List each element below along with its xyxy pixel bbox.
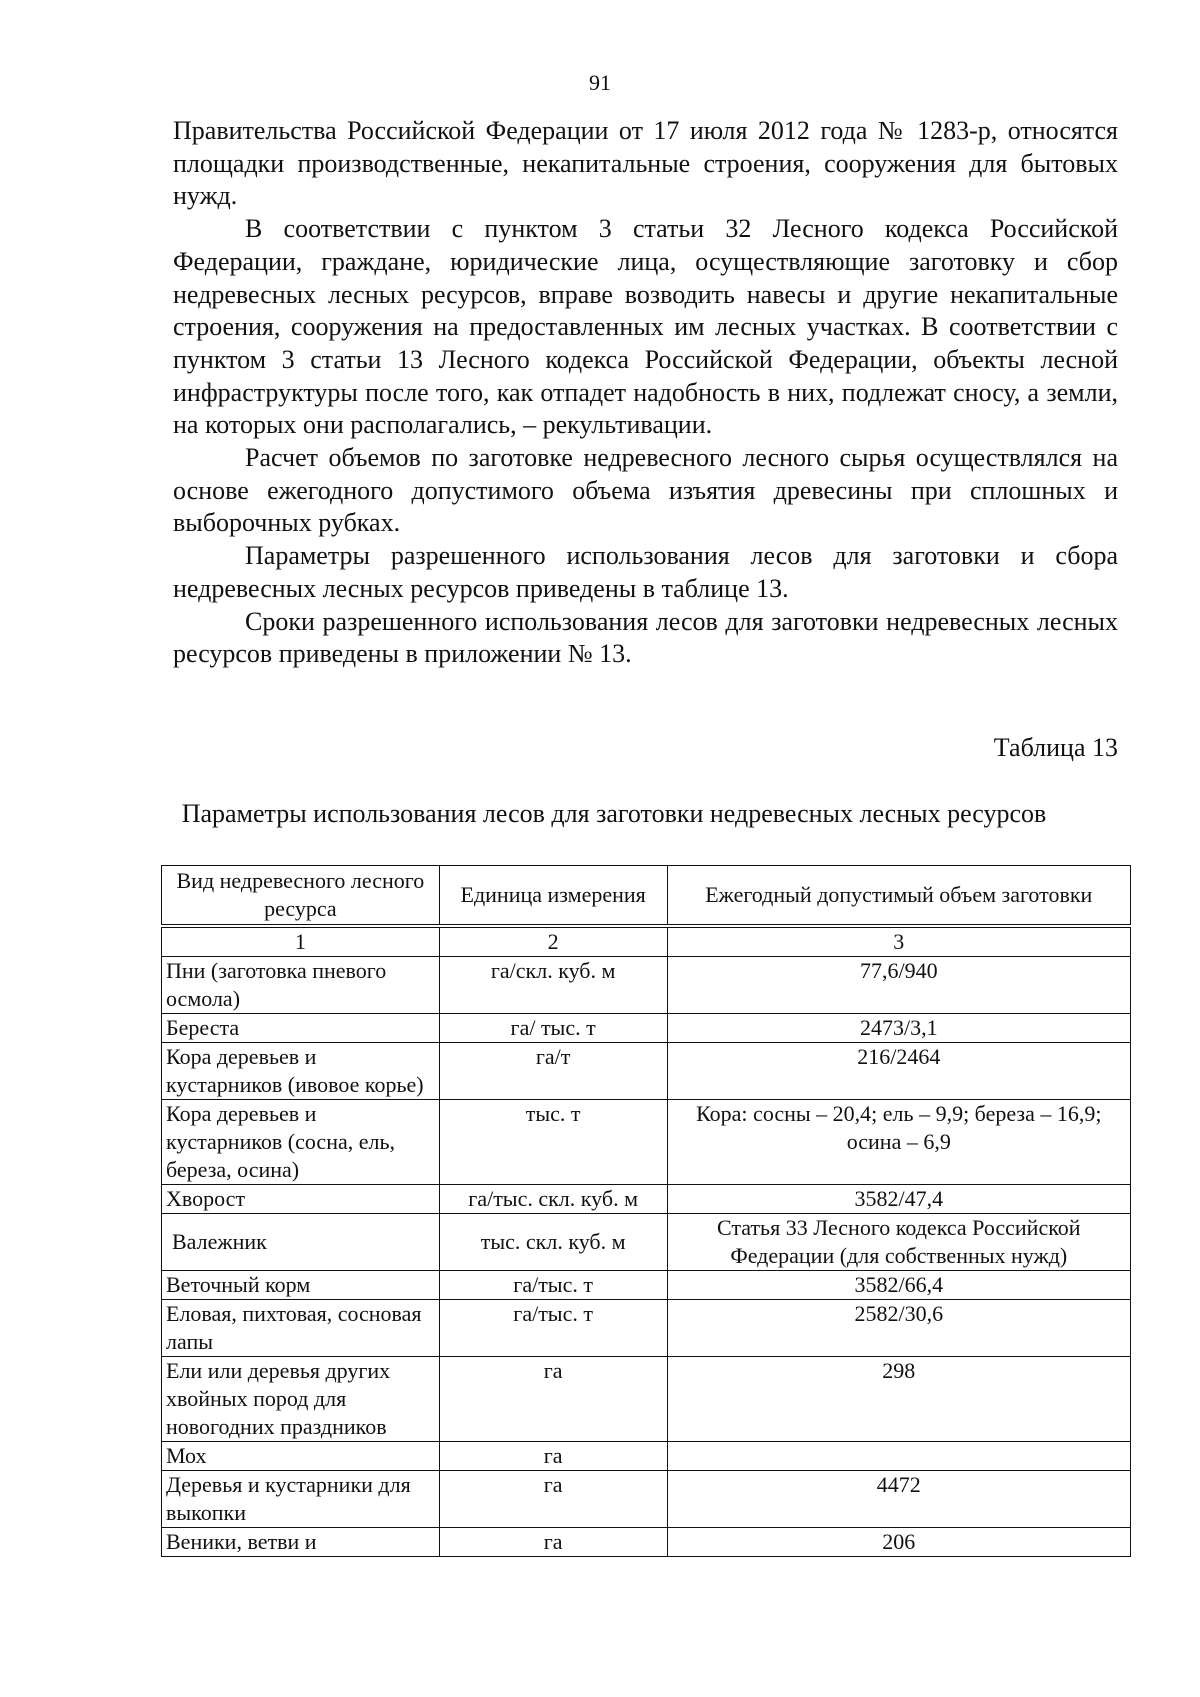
table-row — [162, 1214, 1131, 1271]
cell-volume: 3582/47,4 — [667, 1185, 1130, 1214]
cell-unit: га/скл. куб. м — [439, 957, 667, 1014]
table-row — [162, 1014, 1131, 1043]
cell-volume: 298 — [667, 1357, 1130, 1442]
column-number-row — [162, 926, 1131, 957]
paragraph: Расчет объемов по заготовке недревесного лесного сырья осуществлялся на основе ежегодного допустимого объема изъятия древесины при сплошных и выборочных рубках. — [173, 443, 1118, 538]
table-row — [162, 1100, 1131, 1185]
cell-unit: га/тыс. т — [439, 1271, 667, 1300]
cell-unit: га — [439, 1471, 667, 1528]
cell-resource: Мох — [162, 1442, 440, 1471]
cell-resource: Еловая, пихтовая, сосновая лапы — [162, 1300, 440, 1357]
cell-unit: га/т — [439, 1043, 667, 1100]
cell-resource: Кора деревьев и кустарников (ивовое корье) — [162, 1043, 440, 1100]
table-row — [162, 1271, 1131, 1300]
body-text — [173, 115, 1118, 671]
cell-unit: га/тыс. т — [439, 1300, 667, 1357]
table-row — [162, 1357, 1131, 1442]
cell-volume: Статья 33 Лесного кодекса Российской Федерации (для собственных нужд) — [667, 1214, 1130, 1271]
cell-unit: га — [439, 1528, 667, 1557]
cell-resource: Ели или деревья других хвойных пород для новогодних праздников — [162, 1357, 440, 1442]
table-row — [162, 1300, 1131, 1357]
cell-volume: Кора: сосны – 20,4; ель – 9,9; береза – 16,9; осина – 6,9 — [667, 1100, 1130, 1185]
column-number: 1 — [162, 926, 440, 957]
cell-resource: Веточный корм — [162, 1271, 440, 1300]
table-header-row — [162, 866, 1131, 927]
table-row — [162, 1185, 1131, 1214]
table-row — [162, 1043, 1131, 1100]
cell-resource: Веники, ветви и — [162, 1528, 440, 1557]
cell-volume: 3582/66,4 — [667, 1271, 1130, 1300]
cell-resource: Деревья и кустарники для выкопки — [162, 1471, 440, 1528]
cell-resource: Хворост — [162, 1185, 440, 1214]
cell-unit: га/ тыс. т — [439, 1014, 667, 1043]
cell-unit: га — [439, 1357, 667, 1442]
cell-volume: 216/2464 — [667, 1043, 1130, 1100]
cell-unit: га — [439, 1442, 667, 1471]
column-number: 3 — [667, 926, 1130, 957]
table-label: Таблица 13 — [993, 733, 1118, 762]
cell-volume: 206 — [667, 1528, 1130, 1557]
cell-volume: 77,6/940 — [667, 957, 1130, 1014]
table-row — [162, 1471, 1131, 1528]
column-number: 2 — [439, 926, 667, 957]
cell-unit: тыс. скл. куб. м — [439, 1214, 667, 1271]
column-header-resource: Вид недревесного лесного ресурса — [162, 866, 440, 927]
table-title: Параметры использования лесов для заготовки недревесных лесных ресурсов — [181, 799, 1047, 828]
page-number: 91 — [589, 70, 611, 95]
table-row — [162, 957, 1131, 1014]
paragraph: Правительства Российской Федерации от 17 июля 2012 года № 1283-р, относятся площадки производственные, некапитальные строения, сооружения для бытовых нужд. — [173, 116, 1118, 211]
table-row — [162, 1442, 1131, 1471]
cell-resource: Береста — [162, 1014, 440, 1043]
column-header-unit: Единица измерения — [439, 866, 667, 927]
resources-table — [161, 865, 1131, 1557]
cell-resource: Валежник — [162, 1214, 440, 1271]
cell-unit: тыс. т — [439, 1100, 667, 1185]
cell-volume: 2582/30,6 — [667, 1300, 1130, 1357]
cell-volume: 2473/3,1 — [667, 1014, 1130, 1043]
cell-volume — [667, 1442, 1130, 1471]
column-header-volume: Ежегодный допустимый объем заготовки — [667, 866, 1130, 927]
cell-resource: Кора деревьев и кустарников (сосна, ель, береза, осина) — [162, 1100, 440, 1185]
paragraph: Сроки разрешенного использования лесов для заготовки недревесных лесных ресурсов приведены в приложении № 13. — [173, 606, 1118, 669]
table-row — [162, 1528, 1131, 1557]
cell-unit: га/тыс. скл. куб. м — [439, 1185, 667, 1214]
cell-volume: 4472 — [667, 1471, 1130, 1528]
paragraph: В соответствии с пунктом 3 статьи 32 Лесного кодекса Российской Федерации, граждане, юридические лица, осуществляющие заготовку и сбор недревесных лесных ресурсов, вправе возводить навесы и другие некапитальные строения, сооружения на предоставленных им лесных участках. В соответствии с пунктом 3 статьи 13 Лесного кодекса Российской Федерации, объекты лесной инфраструктуры после того, как отпадет надобность в них, подлежат сносу, а земли, на которых они располагались, – рекультивации. — [173, 214, 1118, 440]
paragraph: Параметры разрешенного использования лесов для заготовки и сбора недревесных лесных ресурсов приведены в таблице 13. — [173, 541, 1118, 603]
cell-resource: Пни (заготовка пневого осмола) — [162, 957, 440, 1014]
